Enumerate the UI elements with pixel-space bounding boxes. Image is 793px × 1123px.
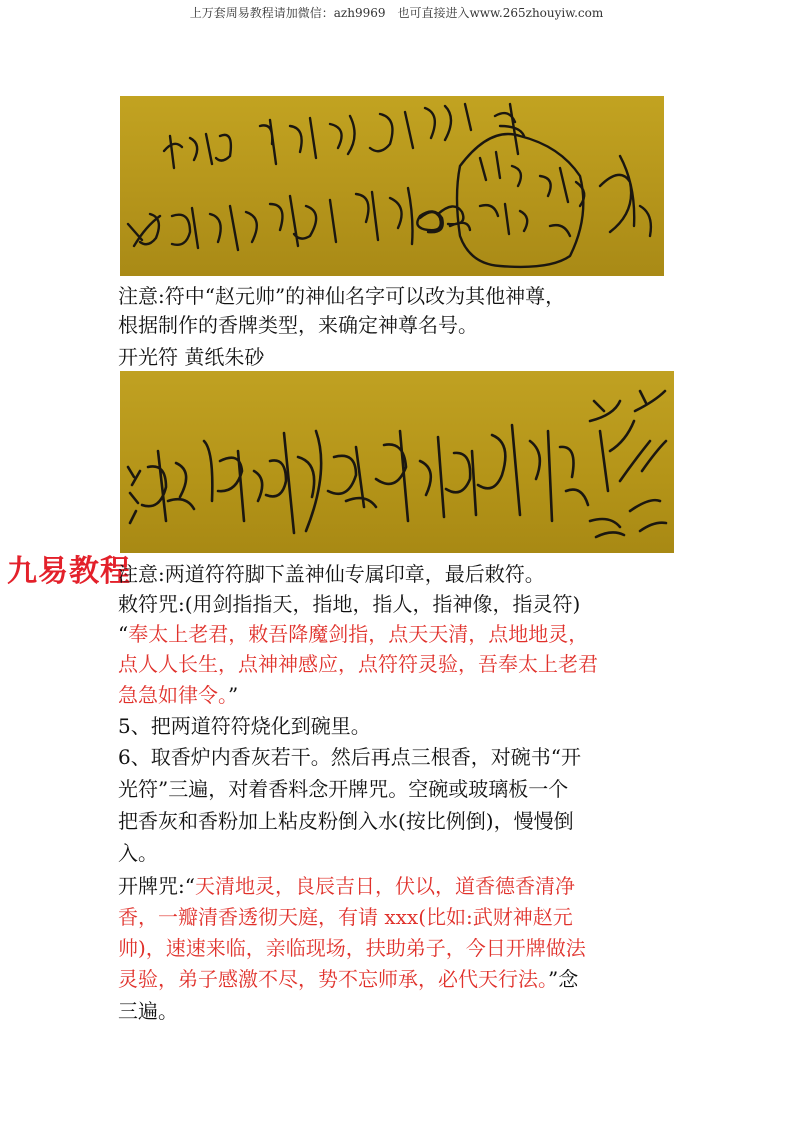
- talisman-bottom-calligraphy: [120, 371, 674, 553]
- text-line-2: [118, 312, 478, 338]
- text-segment: 6、取香炉内香灰若干。然后再点三根香，对碗书“开: [118, 745, 581, 769]
- text-segment: 奉太上老君，敕吾降魔剑指，点天天清，点地地灵，: [128, 622, 589, 646]
- text-line-1: [118, 283, 565, 309]
- text-line-7: [118, 651, 598, 677]
- text-segment: 把香灰和香粉加上粘皮粉倒入水(按比例倒)，慢慢倒: [118, 809, 574, 833]
- text-line-17: [118, 966, 578, 992]
- text-segment: 入。: [118, 841, 158, 865]
- text-segment: 注意:两道符符脚下盖神仙专属印章，最后敕符。: [118, 562, 545, 586]
- text-segment: 5、把两道符符烧化到碗里。: [118, 714, 371, 738]
- talisman-image-bottom: [120, 371, 674, 553]
- text-line-8: [118, 682, 238, 708]
- text-line-13: [118, 840, 158, 866]
- watermark-logo: 九易教程: [7, 554, 131, 589]
- text-segment: ”念: [548, 967, 579, 991]
- text-line-5: [118, 591, 580, 617]
- text-segment: 根据制作的香牌类型，来确定神尊名号。: [118, 313, 478, 337]
- text-segment: “: [118, 622, 129, 646]
- text-segment: 敕符咒:(用剑指指天，指地，指人，指神像，指灵符): [118, 592, 581, 616]
- text-segment: 香，一瓣清香透彻天庭，有请 xxx(比如:武财神赵元: [118, 905, 573, 929]
- text-line-10: [118, 744, 581, 770]
- text-line-6: [118, 621, 588, 647]
- text-segment: 帅)，速速来临，亲临现场，扶助弟子，今日开牌做法: [118, 936, 586, 960]
- text-segment: 开光符 黄纸朱砂: [118, 345, 265, 369]
- text-line-15: [118, 904, 573, 930]
- text-line-14: [118, 873, 575, 899]
- text-line-16: [118, 935, 586, 961]
- text-segment: ”: [228, 683, 239, 707]
- text-line-12: [118, 808, 574, 834]
- text-segment: 三遍。: [118, 999, 178, 1023]
- text-segment: 天清地灵，良辰吉日，伏以，道香德香清净: [194, 874, 575, 898]
- talisman-image-top: [120, 96, 664, 276]
- text-segment: 灵验，弟子感激不尽，势不忘师承，必代天行法。: [118, 967, 548, 991]
- talisman-top-calligraphy: [120, 96, 664, 276]
- text-segment: 急急如律令。: [118, 683, 228, 707]
- text-line-9: [118, 713, 371, 739]
- text-segment: 注意:符中“赵元帅”的神仙名字可以改为其他神尊，: [118, 284, 566, 308]
- text-segment: 开牌咒:“: [118, 874, 195, 898]
- text-line-4: [118, 561, 545, 587]
- text-line-3: [118, 344, 264, 370]
- page-header: 上万套周易教程请加微信：azh9969 也可直接进入www.265zhouyiw.com: [189, 6, 604, 20]
- text-segment: 光符”三遍，对着香料念开牌咒。空碗或玻璃板一个: [118, 777, 569, 801]
- text-line-18: [118, 998, 178, 1024]
- text-line-11: [118, 776, 568, 802]
- text-segment: 点人人长生，点神神感应，点符符灵验，吾奉太上老君: [118, 652, 598, 676]
